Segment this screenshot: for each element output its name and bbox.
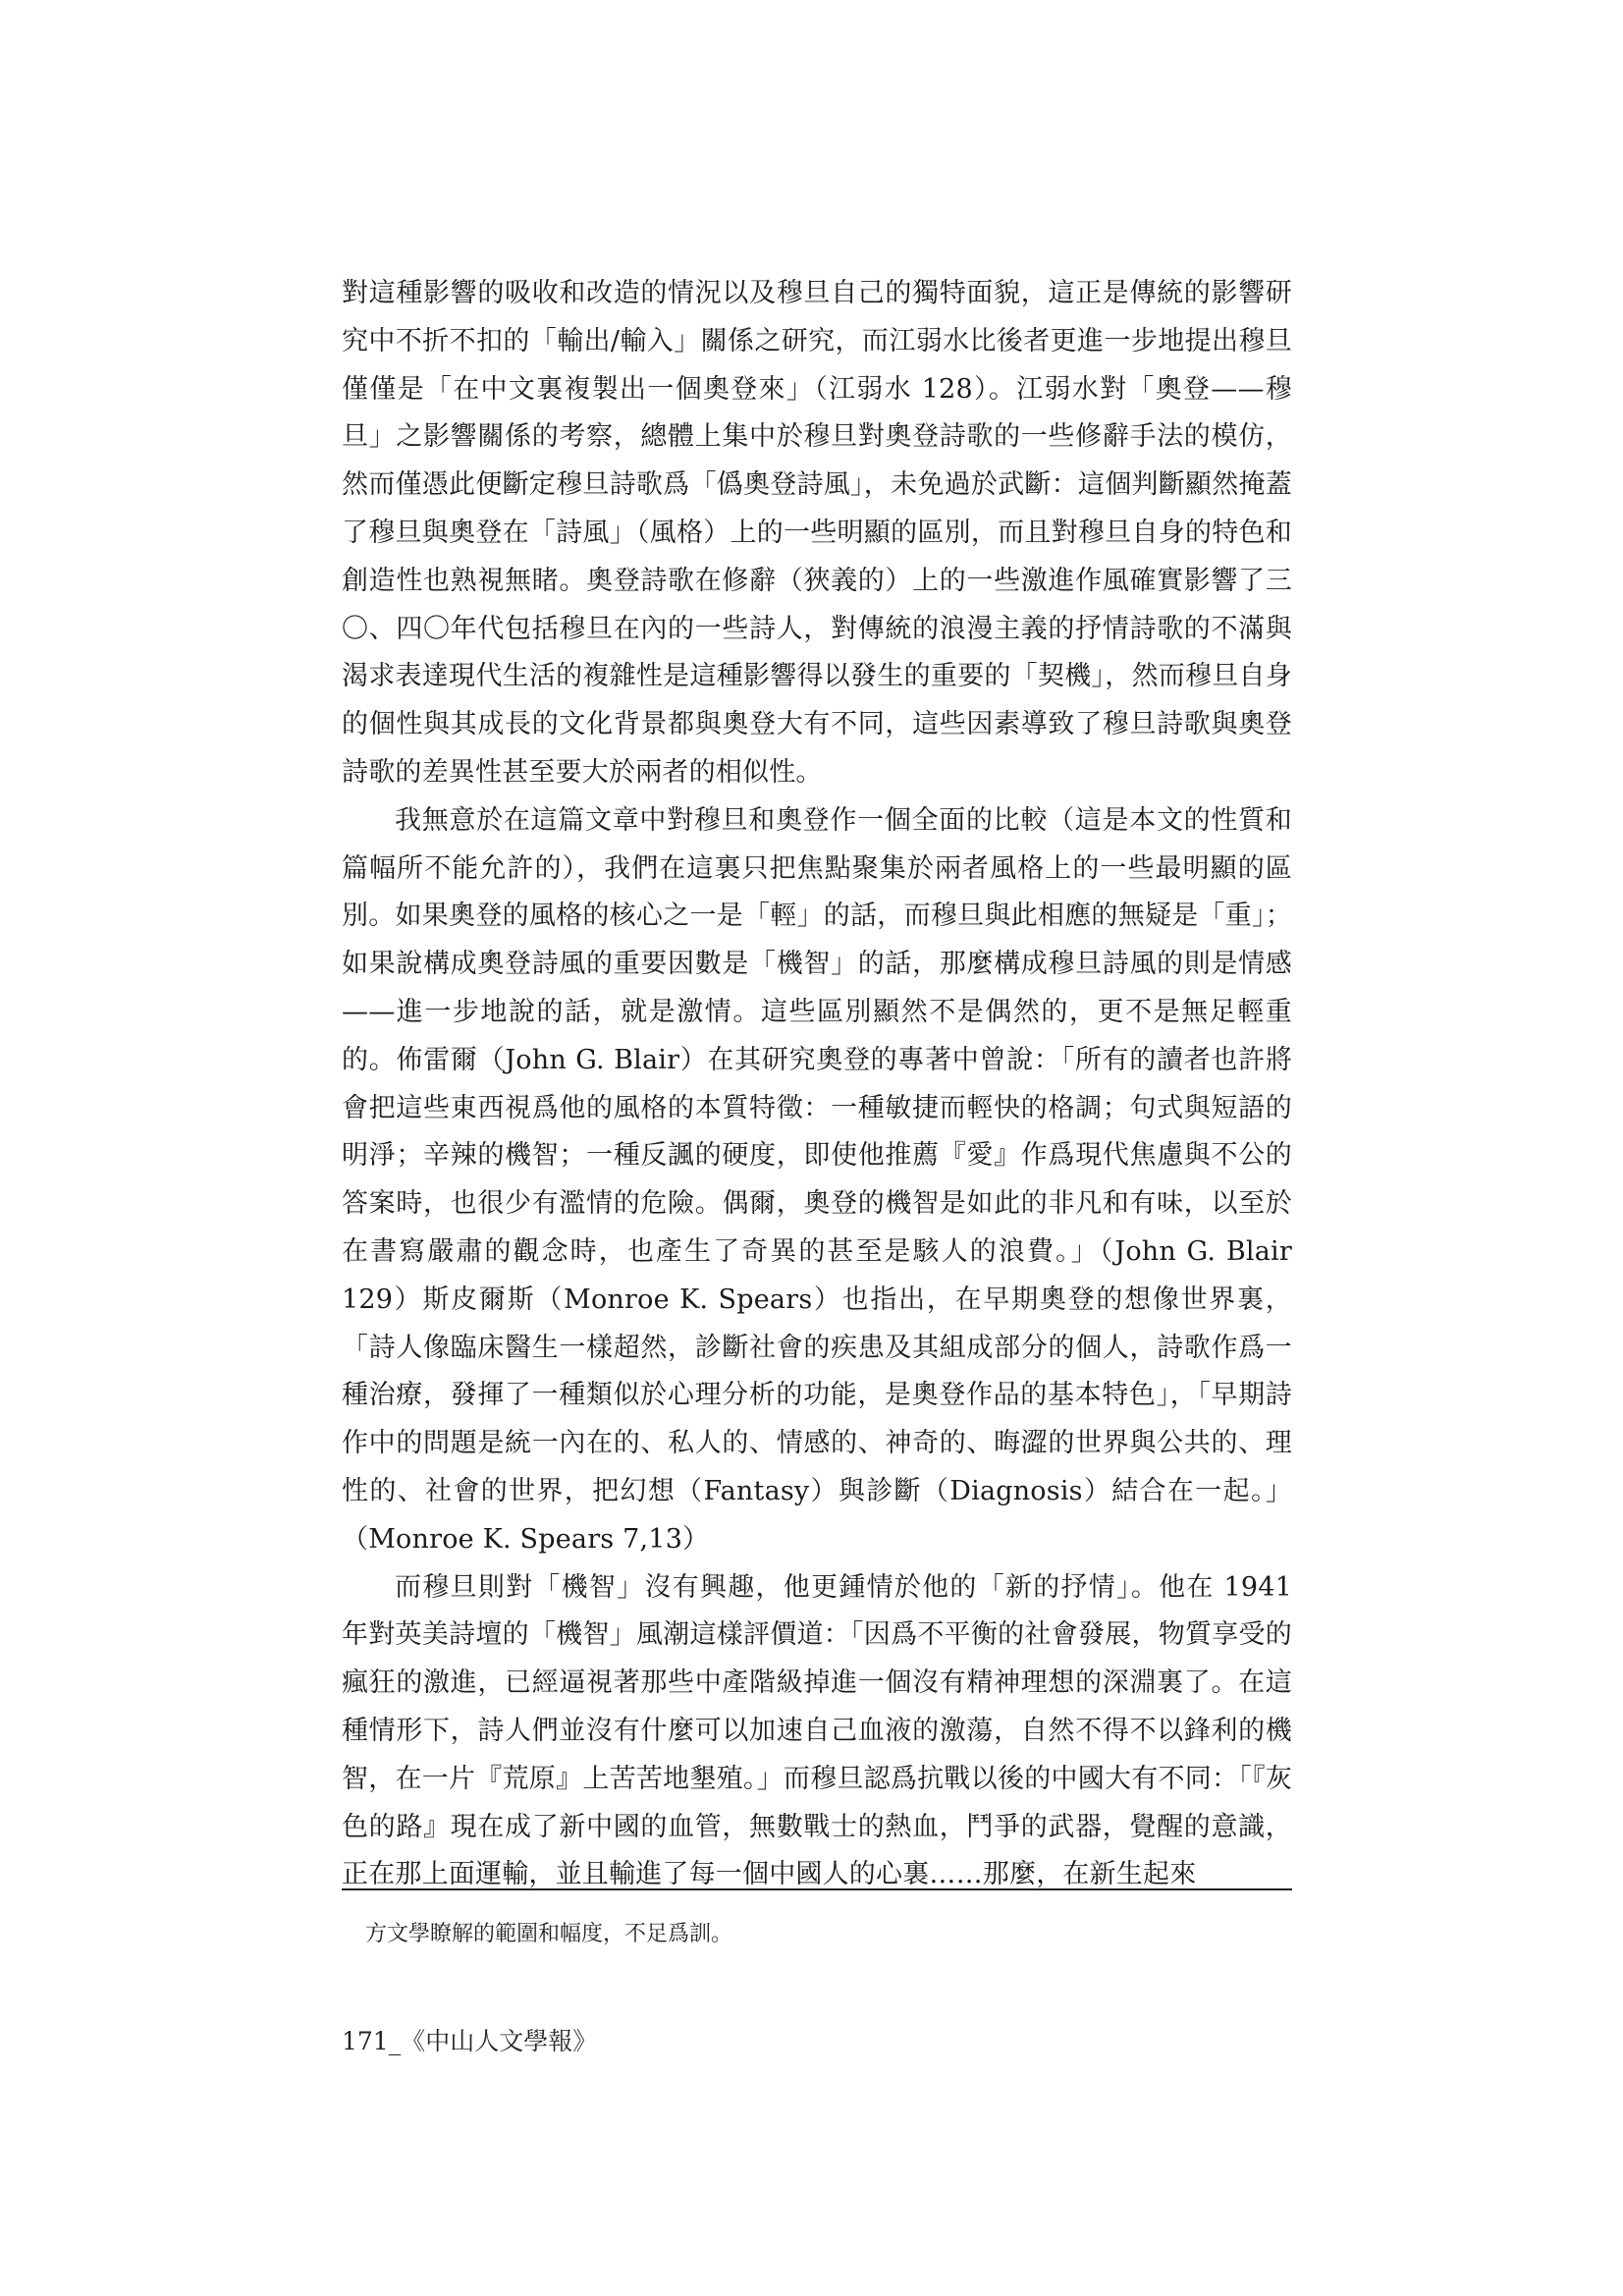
- page-number: 171: [342, 2027, 389, 2055]
- journal-title: 《中山人文學報》: [401, 2027, 598, 2055]
- footnote-divider: [342, 1888, 1292, 1890]
- footer-separator: _: [388, 2027, 402, 2055]
- body-paragraph-1: 對這種影響的吸收和改造的情況以及穆旦自己的獨特面貌，這正是傳統的影響研究中不折不扣的「輸出/輸入」關係之研究，而江弱水比後者更進一步地提出穆旦僅僅是「在中文裏複製出一個奧登來」（江弱水 128）。江弱水對「奧登——穆旦」之影響關係的考察，總體上集中於穆旦對奧登詩歌的一些修辭手法的模仿，然而僅憑此便斷定穆旦詩歌爲「僞奧登詩風」，未免過於武斷：這個判斷顯然掩蓋了穆旦與奧登在「詩風」（風格）上的一些明顯的區別，而且對穆旦自身的特色和創造性也熟視無睹。奧登詩歌在修辭（狹義的）上的一些激進作風確實影響了三〇、四〇年代包括穆旦在內的一些詩人，對傳統的浪漫主義的抒情詩歌的不滿與渴求表達現代生活的複雜性是這種影響得以發生的重要的「契機」，然而穆旦自身的個性與其成長的文化背景都與奧登大有不同，這些因素導致了穆旦詩歌與奧登詩歌的差異性甚至要大於兩者的相似性。: [342, 278, 1293, 788]
- footnote-text: 方文學瞭解的範圍和幅度，不足爲訓。: [365, 1922, 733, 1946]
- running-footer: [342, 2025, 597, 2058]
- article-body: [342, 270, 1292, 1899]
- body-paragraph-3: 而穆旦則對「機智」沒有興趣，他更鍾情於他的「新的抒情」。他在 1941 年對英美詩壇的「機智」風潮這樣評價道：「因爲不平衡的社會發展，物質享受的瘋狂的激進，已經逼視著那些中產階級掉進一個沒有精神理想的深淵裏了。在這種情形下，詩人們並沒有什麼可以加速自己血液的激蕩，自然不得不以鋒利的機智，在一片『荒原』上苦苦地墾殖。」而穆旦認爲抗戰以後的中國大有不同：「『灰色的路』現在成了新中國的血管，無數戰士的熱血，鬥爭的武器，覺醒的意識，正在那上面運輸，並且輸進了每一個中國人的心裏……那麼，在新生起來: [342, 1571, 1292, 1890]
- body-paragraph-2: 我無意於在這篇文章中對穆旦和奧登作一個全面的比較（這是本文的性質和篇幅所不能允許的），我們在這裏只把焦點聚集於兩者風格上的一些最明顯的區別。如果奧登的風格的核心之一是「輕」的話，而穆旦與此相應的無疑是「重」；如果說構成奧登詩風的重要因數是「機智」的話，那麼構成穆旦詩風的則是情感——進一步地說的話，就是激情。這些區別顯然不是偶然的，更不是無足輕重的。佈雷爾（John G. Blair）在其研究奧登的專著中曾說：「所有的讀者也許將會把這些東西視爲他的風格的本質特徵：一種敏捷而輕快的格調；句式與短語的明淨；辛辣的機智；一種反諷的硬度，即使他推薦『愛』作爲現代焦慮與不公的答案時，也很少有濫情的危險。偶爾，奧登的機智是如此的非凡和有味，以至於在書寫嚴肅的觀念時，也產生了奇異的甚至是駭人的浪費。」（John G. Blair 129）斯皮爾斯（Monroe K. Spears）也指出，在早期奧登的想像世界裏，「詩人像臨床醫生一樣超然，診斷社會的疾患及其組成部分的個人，詩歌作爲一種治療，發揮了一種類似於心理分析的功能，是奧登作品的基本特色」，「早期詩作中的問題是統一內在的、私人的、情感的、神奇的、晦澀的世界與公共的、理性的、社會的世界，把幻想（Fantasy）與診斷（Diagnosis）結合在一起。」（Monroe K. Spears 7,13）: [342, 804, 1292, 1555]
